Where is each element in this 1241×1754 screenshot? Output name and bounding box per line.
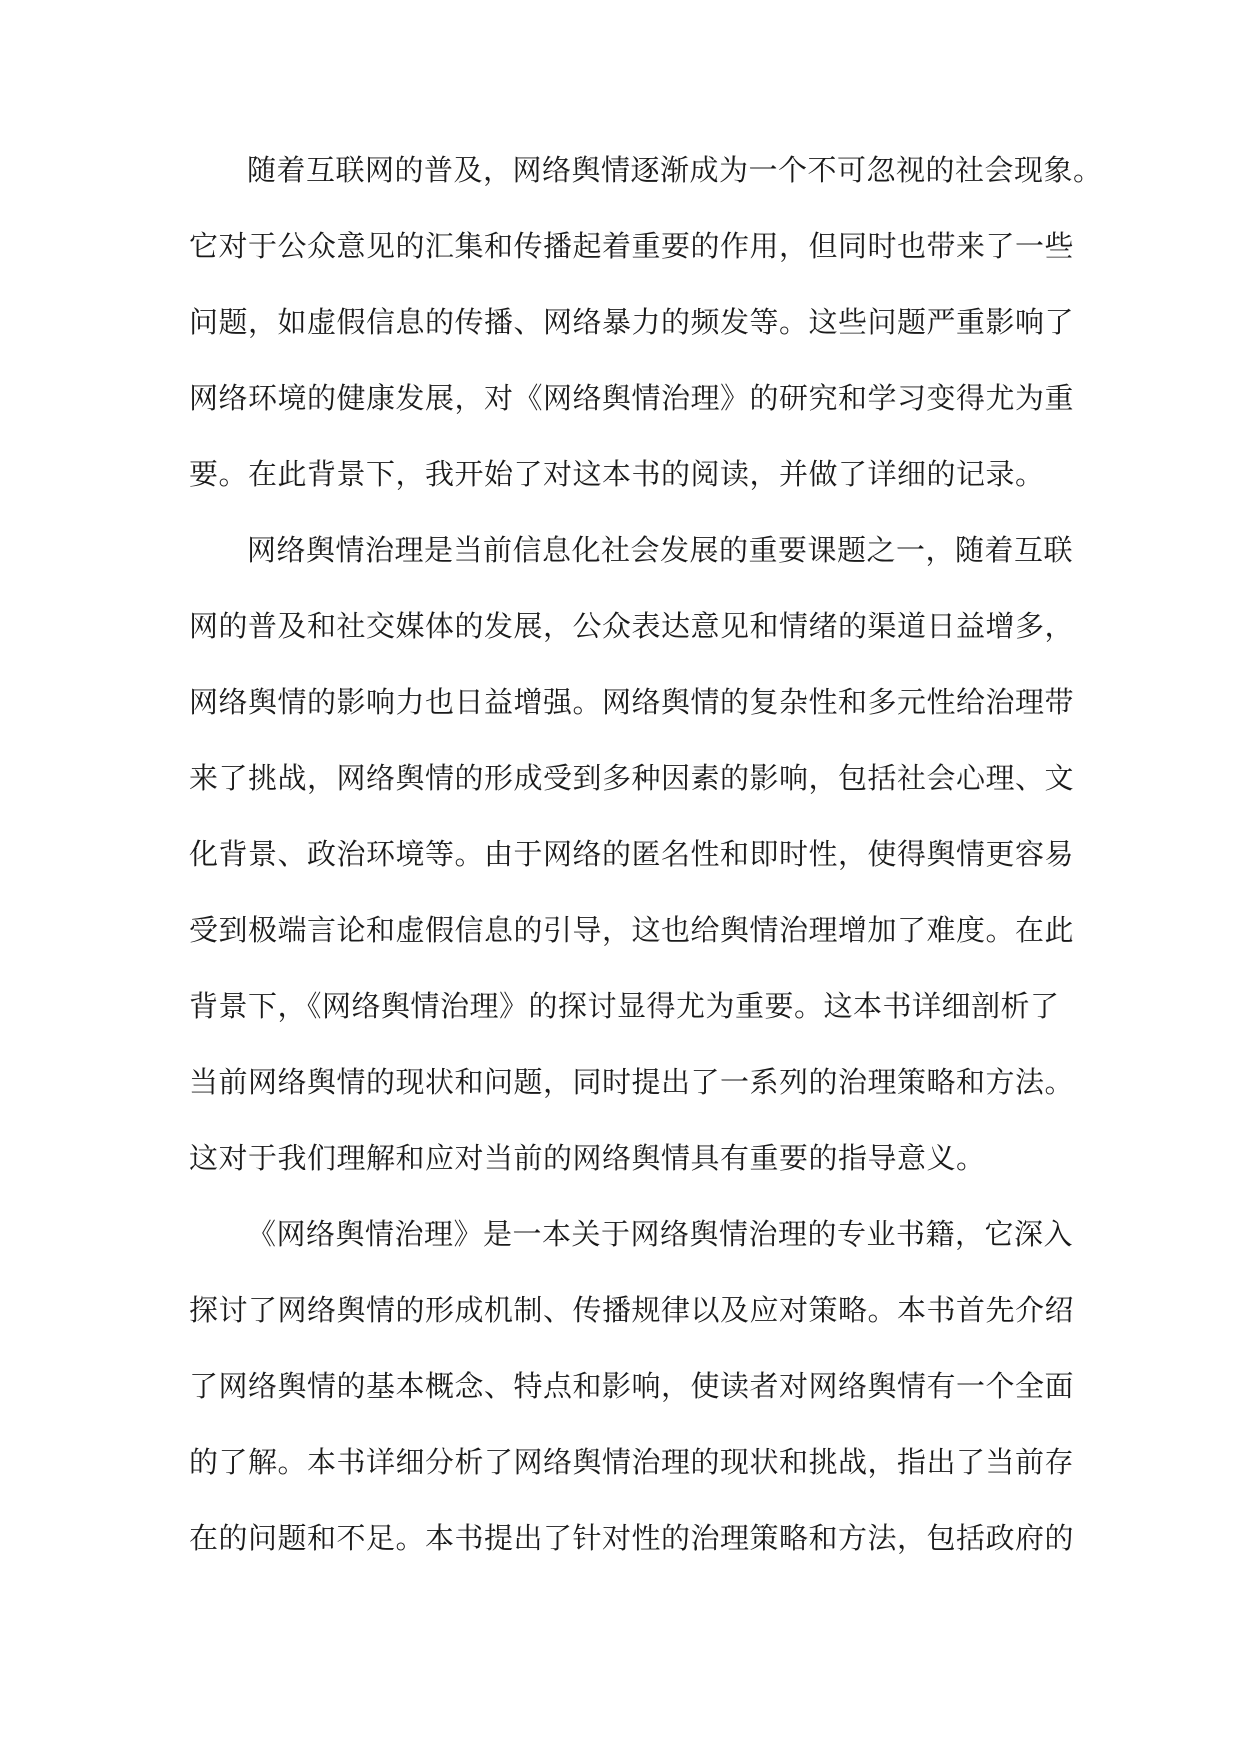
paragraph-1-line-2: 它对于公众意见的汇集和传播起着重要的作用，但同时也带来了一些: [189, 229, 1075, 263]
paragraph-3-line-5: 在的问题和不足。本书提出了针对性的治理策略和方法，包括政府的: [189, 1521, 1075, 1555]
paragraph-3-line-2: 探讨了网络舆情的形成机制、传播规律以及应对策略。本书首先介绍: [189, 1293, 1075, 1327]
paragraph-2-line-8: 当前网络舆情的现状和问题，同时提出了一系列的治理策略和方法。: [189, 1065, 1075, 1099]
paragraph-2-line-6: 受到极端言论和虚假信息的引导，这也给舆情治理增加了难度。在此: [189, 913, 1075, 947]
paragraph-1-line-3: 问题，如虚假信息的传播、网络暴力的频发等。这些问题严重影响了: [189, 305, 1075, 339]
paragraph-3-line-1: 《网络舆情治理》是一本关于网络舆情治理的专业书籍，它深入: [247, 1217, 1074, 1251]
paragraph-1-line-1: 随着互联网的普及，网络舆情逐渐成为一个不可忽视的社会现象。: [247, 153, 1103, 187]
paragraph-3-line-4: 的了解。本书详细分析了网络舆情治理的现状和挑战，指出了当前存: [189, 1445, 1075, 1479]
paragraph-3-line-3: 了网络舆情的基本概念、特点和影响，使读者对网络舆情有一个全面: [189, 1369, 1075, 1403]
paragraph-2-line-9: 这对于我们理解和应对当前的网络舆情具有重要的指导意义。: [189, 1141, 986, 1175]
paragraph-2-line-3: 网络舆情的影响力也日益增强。网络舆情的复杂性和多元性给治理带: [189, 685, 1075, 719]
paragraph-2-line-5: 化背景、政治环境等。由于网络的匿名性和即时性，使得舆情更容易: [189, 837, 1075, 871]
paragraph-1-line-4: 网络环境的健康发展，对《网络舆情治理》的研究和学习变得尤为重: [189, 381, 1075, 415]
paragraph-2-line-1: 网络舆情治理是当前信息化社会发展的重要课题之一，随着互联: [247, 533, 1074, 567]
paragraph-2-line-7: 背景下，《网络舆情治理》的探讨显得尤为重要。这本书详细剖析了: [189, 989, 1060, 1023]
paragraph-1-line-5: 要。在此背景下，我开始了对这本书的阅读，并做了详细的记录。: [189, 457, 1045, 491]
paragraph-2-line-2: 网的普及和社交媒体的发展，公众表达意见和情绪的渠道日益增多，: [189, 609, 1075, 643]
paragraph-2-line-4: 来了挑战，网络舆情的形成受到多种因素的影响，包括社会心理、文: [189, 761, 1075, 795]
